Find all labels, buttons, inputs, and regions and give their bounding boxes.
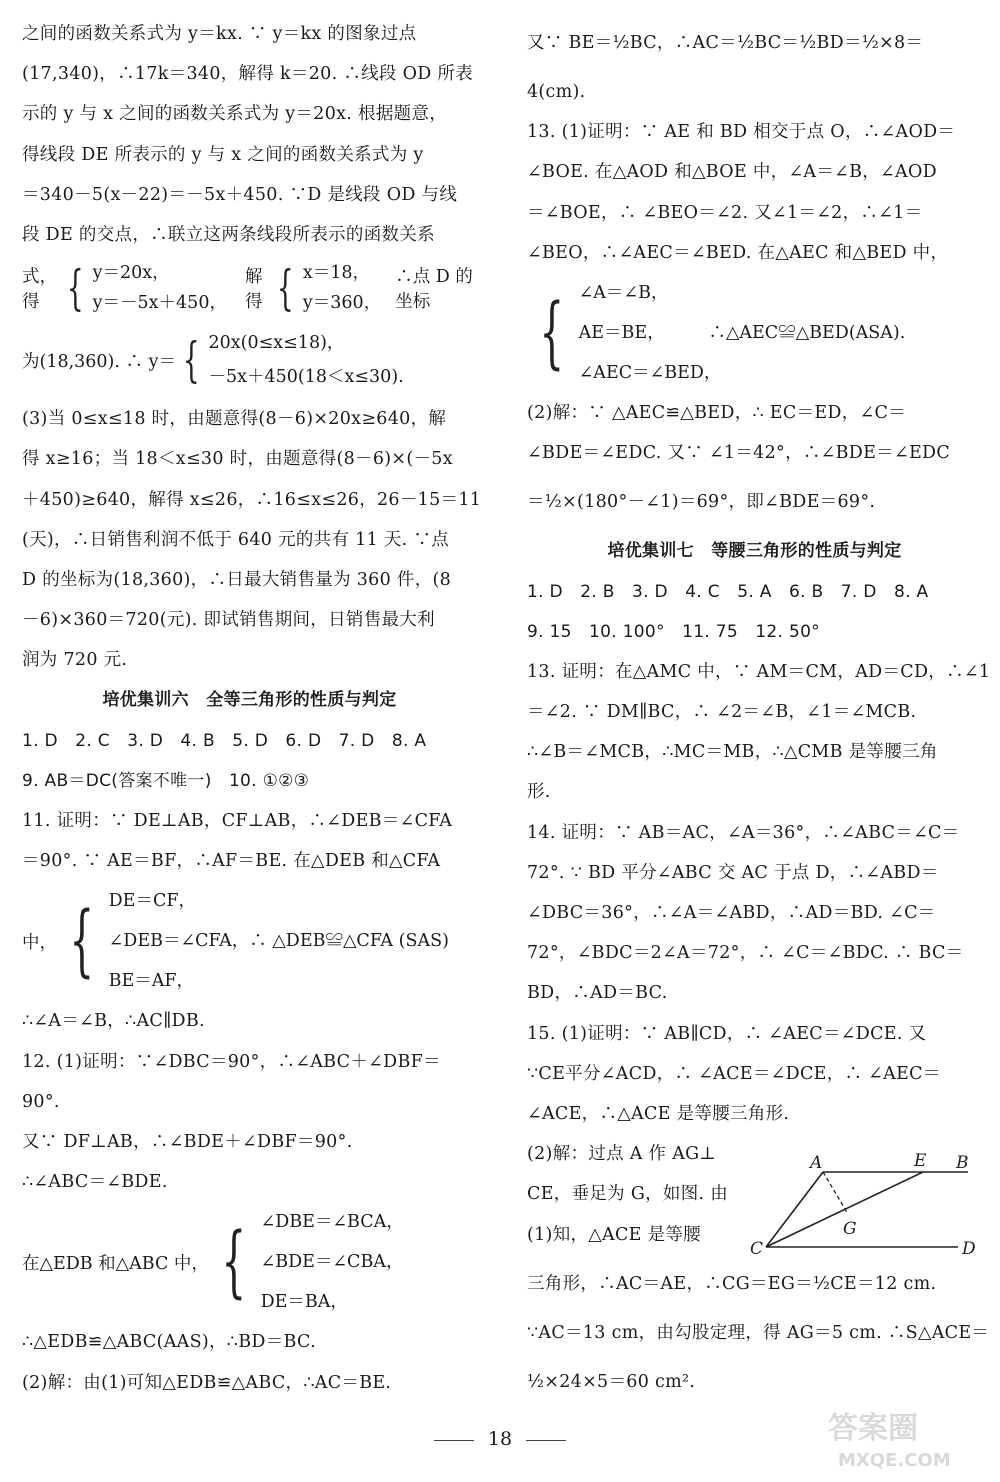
text-line: (2)解：过点 A 作 AG⊥	[527, 1144, 717, 1165]
case-line: y＝－5x＋450，	[92, 293, 227, 314]
proof-prefix: 中，	[22, 932, 57, 953]
label-c: C	[750, 1239, 764, 1259]
left-column	[22, 14, 482, 1403]
label-e: E	[914, 1151, 927, 1171]
text-line: (3)当 0≤x≤18 时，由题意得(8－6)×20x≥640，解	[22, 409, 447, 430]
brace-icon: {	[221, 1217, 247, 1308]
segment-ag-dashed	[823, 1172, 848, 1214]
page-number-text: 18	[487, 1428, 513, 1450]
text-line: ½×24×5＝60 cm².	[527, 1371, 696, 1392]
text-line: 又∵ BE＝½BC，∴AC＝½BC＝½BD＝½×8＝	[527, 33, 924, 53]
text-line: ∠BOE. 在△AOD 和△BOE 中，∠A＝∠B，∠AOD	[527, 162, 937, 183]
brace-icon: {	[182, 332, 200, 389]
piecewise-cases	[209, 326, 404, 394]
brace-icon: {	[69, 896, 95, 987]
watermark-url: MXQE.COM	[838, 1450, 951, 1471]
equation-system	[22, 255, 477, 321]
text-line: (2)解：由(1)可知△EDB≌△ABC，∴AC＝BE.	[22, 1372, 392, 1393]
label-a: A	[810, 1153, 823, 1173]
watermark-title: 答案圈	[828, 1411, 918, 1446]
text-line: 90°.	[22, 1091, 60, 1112]
text-line: ＝340－5(x－22)＝－5x＋450. ∵D 是线段 OD 与线	[22, 184, 458, 205]
text-line: ∵CE平分∠ACD，∴ ∠ACE＝∠DCE，∴ ∠AEC＝	[527, 1063, 941, 1084]
text-line: (17,340)，∴17k＝340，解得 k＝20. ∴线段 OD 所表	[22, 64, 474, 85]
case-line: DE＝BA，	[260, 1292, 348, 1313]
text-line: 13. 证明：在△AMC 中，∵ AM＝CM，AD＝CD，∴∠1	[527, 661, 991, 682]
proof-system	[22, 1202, 477, 1322]
proof-cases	[579, 273, 906, 394]
piecewise-prefix: 为(18,360). ∴ y＝	[22, 351, 176, 372]
text-line: 之间的函数关系式为 y＝kx. ∵ y＝kx 的图象过点	[22, 24, 417, 44]
label-g: G	[843, 1219, 857, 1239]
proof-system	[22, 881, 477, 1001]
answer-line: 1. D 2. C 3. D 4. B 5. D 6. D 7. D 8. A	[22, 730, 427, 751]
text-line: 15. (1)证明：∵ AB∥CD，∴ ∠AEC＝∠DCE. 又	[527, 1023, 927, 1044]
text-line: 4(cm).	[527, 82, 586, 102]
case-line: ∠DBE＝∠BCA，	[260, 1212, 404, 1233]
text-line: ＝90°. ∵ AE＝BF，∴AF＝BE. 在△DEB 和△CFA	[22, 851, 441, 872]
system-cases	[93, 258, 227, 318]
case-line: 20x(0≤x≤18)，	[208, 333, 345, 354]
text-line: 13. (1)证明：∵ AE 和 BD 相交于点 O，∴∠AOD＝	[527, 122, 956, 143]
text-line: ＋450)≥640，解得 x≤26，∴16≤x≤26，26－15＝11	[22, 489, 482, 510]
text-line: 14. 证明：∵ AB＝AC，∠A＝36°，∴∠ABC＝∠C＝	[527, 822, 960, 843]
system-suffix: ∴点 D 的坐标	[395, 267, 473, 313]
case-line: ∠A＝∠B，	[578, 282, 669, 303]
case-line: BE＝AF，	[108, 971, 195, 992]
proof-cases	[261, 1202, 404, 1323]
text-line: ∴∠B＝∠MCB，∴MC＝MB，∴△CMB 是等腰三角	[527, 742, 938, 763]
case-line: ∠DEB＝∠CFA，∴ △DEB≌△CFA (SAS)	[108, 931, 449, 952]
dash-right	[526, 1440, 566, 1441]
text-line: ∴∠A＝∠B，∴AC∥DB.	[22, 1011, 205, 1032]
system-prefix: 式，得	[22, 267, 57, 313]
piecewise-function	[22, 321, 477, 399]
text-line: 又∵ DF⊥AB，∴∠BDE＋∠DBF＝90°.	[22, 1131, 353, 1152]
text-line: ＝∠2. ∵ DM∥BC，∴ ∠2＝∠B，∠1＝∠MCB.	[527, 702, 917, 723]
brace-icon: {	[66, 260, 84, 317]
case-line: －5x＋450(18＜x≤30).	[208, 367, 404, 388]
text-line: －6)×360＝720(元). 即试销售期间，日销售最大利	[22, 610, 435, 631]
text-line: D 的坐标为(18,360)，∴日最大销售量为 360 件，(8	[22, 569, 452, 590]
system-mid: 解得	[244, 267, 263, 313]
answer-line: 9. AB＝DC(答案不唯一) 10. ①②③	[22, 770, 310, 791]
answer-line: 1. D 2. B 3. D 4. C 5. A 6. B 7. D 8. A	[527, 581, 929, 602]
text-line: 得线段 DE 所表示的 y 与 x 之间的函数关系式为 y	[22, 144, 424, 165]
proof-system	[527, 273, 982, 393]
segment-ca	[766, 1172, 823, 1247]
text-line: 润为 720 元.	[22, 650, 128, 671]
text-line: (1)知，△ACE 是等腰	[527, 1224, 702, 1245]
case-line: y＝20x，	[92, 263, 170, 284]
section-title: 培优集训六 全等三角形的性质与判定	[102, 690, 397, 711]
text-line: ∵AC＝13 cm，由勾股定理，得 AG＝5 cm. ∴S△ACE＝	[527, 1322, 990, 1343]
case-line: ∠BDE＝∠CBA，	[260, 1252, 404, 1273]
answer-line: 9. 15 10. 100° 11. 75 12. 50°	[527, 621, 820, 642]
text-line: ∠BDE＝∠EDC. 又∵ ∠1＝42°，∴∠BDE＝∠EDC	[527, 443, 951, 464]
text-line: 11. 证明：∵ DE⊥AB，CF⊥AB，∴∠DEB＝∠CFA	[22, 811, 453, 831]
geometry-figure	[748, 1142, 988, 1260]
text-line: 72°，∠BDC＝2∠A＝72°，∴ ∠C＝∠BDC. ∴ BC＝	[527, 943, 964, 964]
text-line: 示的 y 与 x 之间的函数关系式为 y＝20x. 根据题意，	[22, 104, 448, 125]
text-line: ＝½×(180°－∠1)＝69°，即∠BDE＝69°.	[527, 492, 876, 513]
text-line: (天)，∴日销售利润不低于 640 元的共有 11 天. ∵点	[22, 529, 449, 550]
text-line: 12. (1)证明：∵∠DBC＝90°，∴∠ABC＋∠DBF＝	[22, 1051, 441, 1072]
text-line: 得 x≥16；当 18＜x≤30 时，由题意得(8－6)×(－5x	[22, 449, 453, 470]
case-line: x＝18，	[302, 263, 371, 284]
text-line: ∠BEO，∴∠AEC＝∠BED. 在△AEC 和△BED 中，	[527, 242, 949, 263]
case-line: ∠AEC＝∠BED，	[578, 363, 722, 384]
text-line: 形.	[527, 782, 551, 803]
brace-icon: {	[277, 260, 295, 317]
text-line: BD，∴AD＝BC.	[527, 983, 668, 1004]
text-line: ∴∠ABC＝∠BDE.	[22, 1172, 168, 1193]
text-line: ∴△EDB≌△ABC(AAS)，∴BD＝BC.	[22, 1332, 316, 1353]
solution-cases	[303, 258, 381, 318]
text-line: ∠ACE，∴△ACE 是等腰三角形.	[527, 1103, 790, 1124]
label-b: B	[956, 1153, 969, 1173]
text-line: CE，垂足为 G，如图. 由	[527, 1184, 729, 1205]
text-line: (2)解：∵ △AEC≌△BED，∴ EC＝ED，∠C＝	[527, 402, 907, 423]
label-d: D	[962, 1239, 976, 1259]
case-line: DE＝CF，	[108, 891, 196, 912]
case-line: y＝360，	[302, 293, 382, 314]
proof-cases	[109, 881, 449, 1002]
text-line: ∠DBC＝36°，∴∠A＝∠ABD，∴AD＝BD. ∠C＝	[527, 903, 936, 923]
section-title: 培优集训七 等腰三角形的性质与判定	[607, 541, 902, 562]
text-line: 三角形，∴AC＝AE，∴CG＝EG＝½CE＝12 cm.	[527, 1273, 937, 1294]
text-line: ＝∠BOE，∴ ∠BEO＝∠2. 又∠1＝∠2，∴∠1＝	[527, 202, 923, 223]
brace-icon: {	[539, 287, 565, 378]
case-line: AE＝BE， ∴△AEC≌△BED(ASA).	[578, 322, 906, 343]
dash-left	[434, 1440, 474, 1441]
text-line: 段 DE 的交点，∴联立这两条线段所表示的函数关系	[22, 224, 435, 245]
watermark-logo	[820, 1402, 990, 1474]
text-line: 72°. ∵ BD 平分∠ABC 交 AC 于点 D，∴∠ABD＝	[527, 862, 939, 883]
proof-prefix: 在△EDB 和△ABC 中，	[22, 1253, 209, 1274]
